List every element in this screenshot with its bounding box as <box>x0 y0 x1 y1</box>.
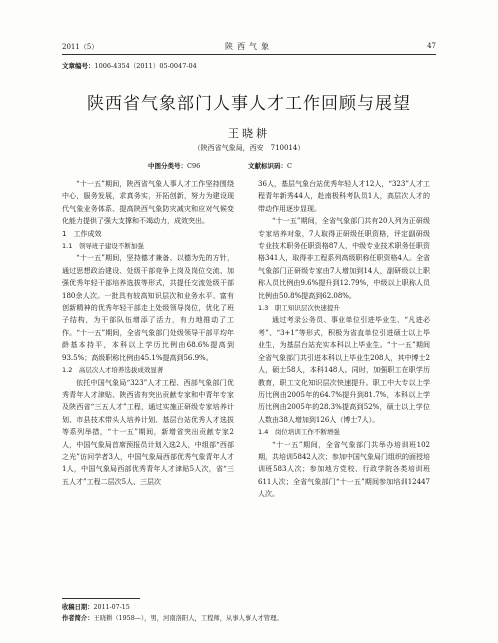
paragraph-leadership: “十一五”期间，坚持德才兼备、以德为先的方针，通过思想政治建设、处级干部竞争上岗及岗位交流、加强优秀年轻干部培养选拔等形式，共提任交流处级干部180余人次。一批具有较高知识层次和业务水平、富有创新精神的优秀年轻干部走上处级领导岗位，优化了班子结构，为干部队伍增添了活力，有力地推动了工作。“十一五”期间，全省气象部门处级领导干部平均年龄基本持平，本科以上学历比例由68.6%提高到93.5%；高级职称比例由45.1%提高到56.9%。 <box>62 254 234 362</box>
paragraph-talent-cont: 36人，基层气象台站优秀年轻人才12人，“323”人才工程青年新秀44人，赴南极科考队员1人，高层次人才的带动作用逐步显现。 <box>258 180 430 213</box>
subsection-heading-1-2: 1.2 高层次人才培养选拔成效显著 <box>62 366 164 375</box>
subsection-heading-1-4: 1.4 岗位培训工作不断增强 <box>258 428 340 437</box>
bio-value: 王晓耕（1958—），男，河南洛阳人，工程师，从事人事人才管理。 <box>93 615 283 622</box>
issue-number: 2011（5） <box>62 43 99 51</box>
received-value: 2011-07-15 <box>93 604 130 611</box>
received-date <box>62 602 436 613</box>
clc-value: C96 <box>187 162 201 170</box>
article-title: 陕西省气象部门人事人才工作回顾与展望 <box>87 94 411 114</box>
left-column <box>62 178 234 488</box>
right-column <box>258 178 430 501</box>
intro-paragraph: “十一五”期间，陕西省气象人事人才工作坚持围绕中心，服务发展，求真务实，开拓创新，努力为建设现代气象业务体系、提高陕西气象防灾减灾和应对气候变化能力提供了强大支撑和不竭动力，成效突出。 <box>62 180 234 226</box>
journal-name: 陕西气象 <box>225 42 273 51</box>
subsection-heading-1-1: 1.1 领导班子建设不断加强 <box>62 242 144 251</box>
author-name: 王晓耕 <box>228 127 270 140</box>
article-id-label: 文章编号： <box>62 62 95 70</box>
article-id <box>62 61 197 70</box>
author-bio <box>62 613 436 624</box>
paragraph-talent: 依托中国气象局“323”人才工程、西部气象部门优秀青年人才津贴、陕西省有突出贡献专家和中青年专家及陕西省“三五人才”工程，通过实施正研级专家培养计划、市县技术带头人培养计划、基层台站优秀人才选拔等系列举措，“十一五”期间，新增省突出贡献专家2人，中国气象局首席预报员计划入选2人，中组部“西部之光”访问学者3人，中国气象局西部优秀气象青年人才1人，中国气象局西部优秀青年人才津贴5人次，省“三五人才”工程二层次5人、三层次 <box>62 378 234 486</box>
paragraph-titles: “十一五”期间，全省气象部门共有20人列为正研级专家培养对象，7人取得正研级任职资格，评定副研级专业技术职务任职资格87人，中级专业技术职务任职资格341人，取得非工程系列高级职称任职资格4人。全省气象部门正研级专家由7人增加到14人，副研级以上职称人员比例由9.6%提升到12.79%，中级以上职称人员比例由50.8%提高到62.08%。 <box>258 217 430 300</box>
author-affiliation: （陕西省气象局，西安 710014） <box>193 144 305 152</box>
paragraph-education: 通过考录公务员、事业单位引进毕业生、“凡进必考”、“3+1”等形式，积极为省直单位引进硕士以上毕业生，为基层台站充实本科以上毕业生。“十一五”期间全省气象部门共引进本科以上毕业生208人，其中博士2人，硕士58人，本科148人。同时，加强职工在职学历教育，职工文化知识层次快速提升。职工中大专以上学历比例由2005年的64.7%提升到81.7%，本科以上学历比例由2005年的28.3%提高到52%，硕士以上学位人数由38人增加到126人（博士7人）。 <box>258 316 430 424</box>
page-number: 47 <box>427 42 436 50</box>
doc-code-label: 文献标识码： <box>248 162 287 170</box>
subsection-heading-1-3: 1.3 职工知识层次快速提升 <box>258 304 340 313</box>
running-header <box>62 40 436 55</box>
paragraph-training: “十一五”期间，全省气象部门共举办培训班102期，共培训5842人次；参加中国气象局门组织的面授培训班583人次；参加地方党校、行政学院各类培训班611人次；全省气象部门“十一五”期间参加培训12447人次。 <box>258 440 430 499</box>
article-id-value: 1006-4354（2011）05-0047-04 <box>94 62 197 70</box>
footnote-rule <box>62 598 140 599</box>
received-label: 收稿日期： <box>62 604 94 611</box>
bio-label: 作者简介： <box>62 615 94 622</box>
clc-number <box>148 161 200 170</box>
clc-label: 中图分类号： <box>148 162 187 170</box>
footnotes <box>62 602 436 624</box>
doc-code-value: C <box>287 162 292 170</box>
document-code <box>248 161 292 170</box>
section-heading-1: 1 工作成效 <box>62 229 102 238</box>
